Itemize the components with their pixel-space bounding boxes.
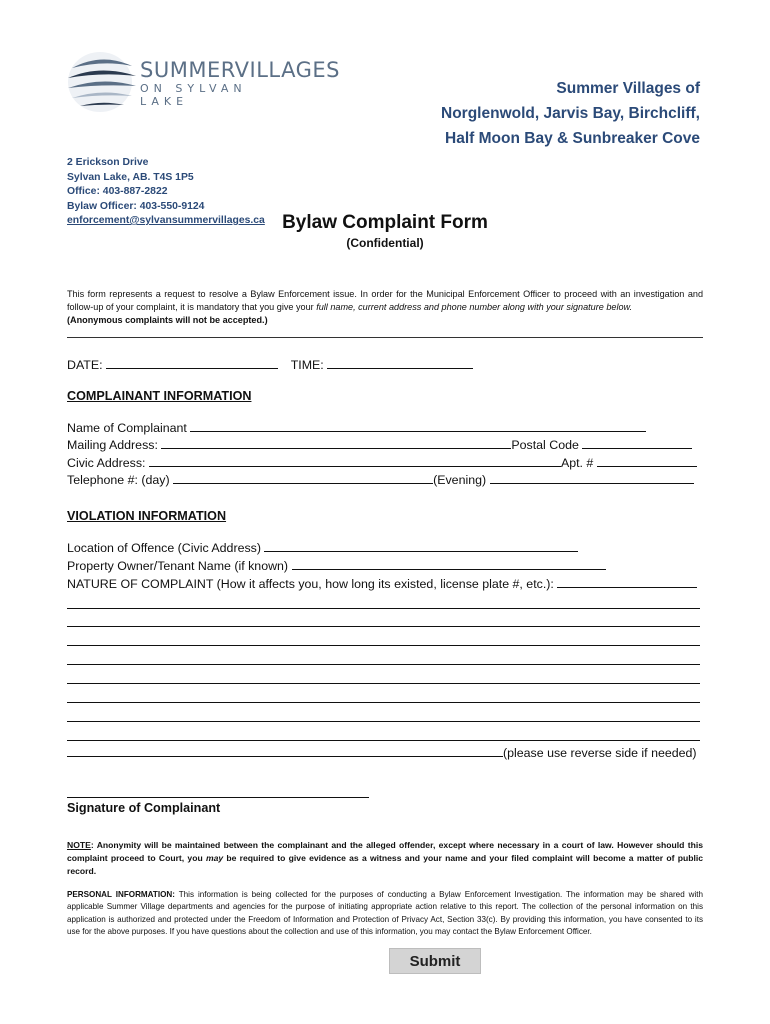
name-row — [67, 419, 646, 438]
name-label: Name of Complainant — [67, 421, 187, 435]
note-text: : Anonymity will be maintained between the complainant and the alleged offender, except where necessary in a court of law. However should this complaint proceed to Court, you — [67, 840, 703, 863]
nature-label: NATURE OF COMPLAINT (How it affects you, how long its existed, license plate #, etc.): — [67, 577, 554, 591]
mailing-row — [67, 436, 692, 455]
time-label: TIME: — [290, 358, 324, 372]
villages-header — [400, 76, 700, 151]
name-field[interactable] — [190, 419, 646, 432]
intro-text: This form represents a request to resolve a Bylaw Enforcement issue. In order for the Municipal Enforcement Officer to proceed with an investigation and follow-up of your complaint, it is mandatory that you give your — [67, 289, 703, 312]
nature-line[interactable] — [67, 683, 700, 684]
evening-phone-field[interactable] — [490, 471, 694, 484]
owner-field[interactable] — [292, 557, 606, 570]
date-time-row — [67, 356, 473, 375]
nature-last-line[interactable] — [67, 744, 503, 757]
nature-line[interactable] — [67, 702, 700, 703]
nature-line[interactable] — [67, 740, 700, 741]
bylaw-officer-phone: Bylaw Officer: 403-550-9124 — [67, 200, 205, 212]
nature-line[interactable] — [67, 721, 700, 722]
day-phone-field[interactable] — [173, 471, 433, 484]
note-italic: may — [205, 853, 224, 863]
intro-italic: full name, current address and phone number along with your signature below. — [316, 302, 633, 312]
street-address: 2 Erickson Drive — [67, 157, 149, 168]
apt-field[interactable] — [597, 454, 697, 467]
summer-villages-logo — [62, 48, 340, 118]
villages-line: Summer Villages of — [556, 80, 700, 97]
complainant-heading: COMPLAINANT INFORMATION — [67, 389, 252, 403]
personal-information-notice — [67, 889, 703, 939]
note-text-end: be required to give evidence as a witness and your name and your filed complaint will become a matter of public record. — [67, 853, 703, 876]
intro-paragraph — [67, 288, 703, 327]
civic-row — [67, 454, 697, 473]
signature-label: Signature of Complainant — [67, 801, 221, 815]
city-address: Sylvan Lake, AB. T4S 1P5 — [67, 171, 194, 183]
date-field[interactable] — [106, 356, 278, 369]
date-label: DATE: — [67, 358, 103, 372]
postal-label: Postal Code — [511, 438, 579, 452]
personal-text: This information is being collected for the purposes of conducting a Bylaw Enforcement Investigation. The information may be shared with applicable Summer Village departments and agencies for the purpose of initiating appropriate action relative to this report. The collection of the personal information on this application is authorized and protected under the Freedom of Information and Protection of Privacy Act, Section 33(c). By providing this information, you have consented to its use for the above purposes. If you have questions about the collection and use of this information, you may contact the Bylaw Enforcement Officer. — [67, 890, 704, 937]
lake-wave-logo-icon — [62, 48, 142, 118]
apt-label: Apt. # — [560, 456, 594, 470]
office-phone: Office: 403-887-2822 — [67, 186, 168, 197]
mailing-label: Mailing Address: — [67, 438, 158, 452]
civic-label: Civic Address: — [67, 456, 146, 470]
telephone-label: Telephone #: (day) — [67, 473, 170, 487]
nature-line[interactable] — [67, 645, 700, 646]
villages-line: Norglenwold, Jarvis Bay, Birchcliff, — [441, 105, 700, 122]
divider — [67, 337, 703, 338]
personal-label: PERSONAL INFORMATION: — [67, 890, 175, 899]
location-label: Location of Offence (Civic Address) — [67, 541, 261, 555]
note-prefix: NOTE — [67, 840, 91, 850]
location-field[interactable] — [264, 539, 578, 552]
last-line-row — [67, 744, 697, 763]
logo-subtitle: ON SYLVAN LAKE — [140, 82, 247, 108]
signature-line[interactable] — [67, 797, 369, 798]
owner-label: Property Owner/Tenant Name (if known) — [67, 559, 289, 573]
time-field[interactable] — [327, 356, 473, 369]
nature-line[interactable] — [67, 626, 700, 627]
mailing-field[interactable] — [161, 436, 511, 449]
logo-title: SUMMERVILLAGES — [140, 58, 340, 82]
location-row — [67, 539, 578, 558]
telephone-row — [67, 471, 694, 490]
nature-row — [67, 575, 697, 594]
anonymity-note — [67, 839, 703, 878]
email-link[interactable]: enforcement@sylvansummervillages.ca — [67, 215, 265, 226]
form-title: Bylaw Complaint Form — [282, 212, 488, 233]
postal-field[interactable] — [582, 436, 692, 449]
nature-line[interactable] — [67, 608, 700, 609]
submit-button[interactable]: Submit — [389, 948, 481, 974]
civic-field[interactable] — [149, 454, 561, 467]
nature-field[interactable] — [557, 575, 697, 588]
nature-line[interactable] — [67, 664, 700, 665]
owner-row — [67, 557, 606, 576]
anonymous-notice: (Anonymous complaints will not be accepted.) — [67, 315, 268, 325]
form-subtitle: (Confidential) — [346, 236, 424, 250]
reverse-side-note: (please use reverse side if needed) — [503, 746, 697, 760]
evening-label: (Evening) — [433, 473, 487, 487]
violation-heading: VIOLATION INFORMATION — [67, 509, 227, 523]
villages-line: Half Moon Bay & Sunbreaker Cove — [445, 130, 700, 147]
